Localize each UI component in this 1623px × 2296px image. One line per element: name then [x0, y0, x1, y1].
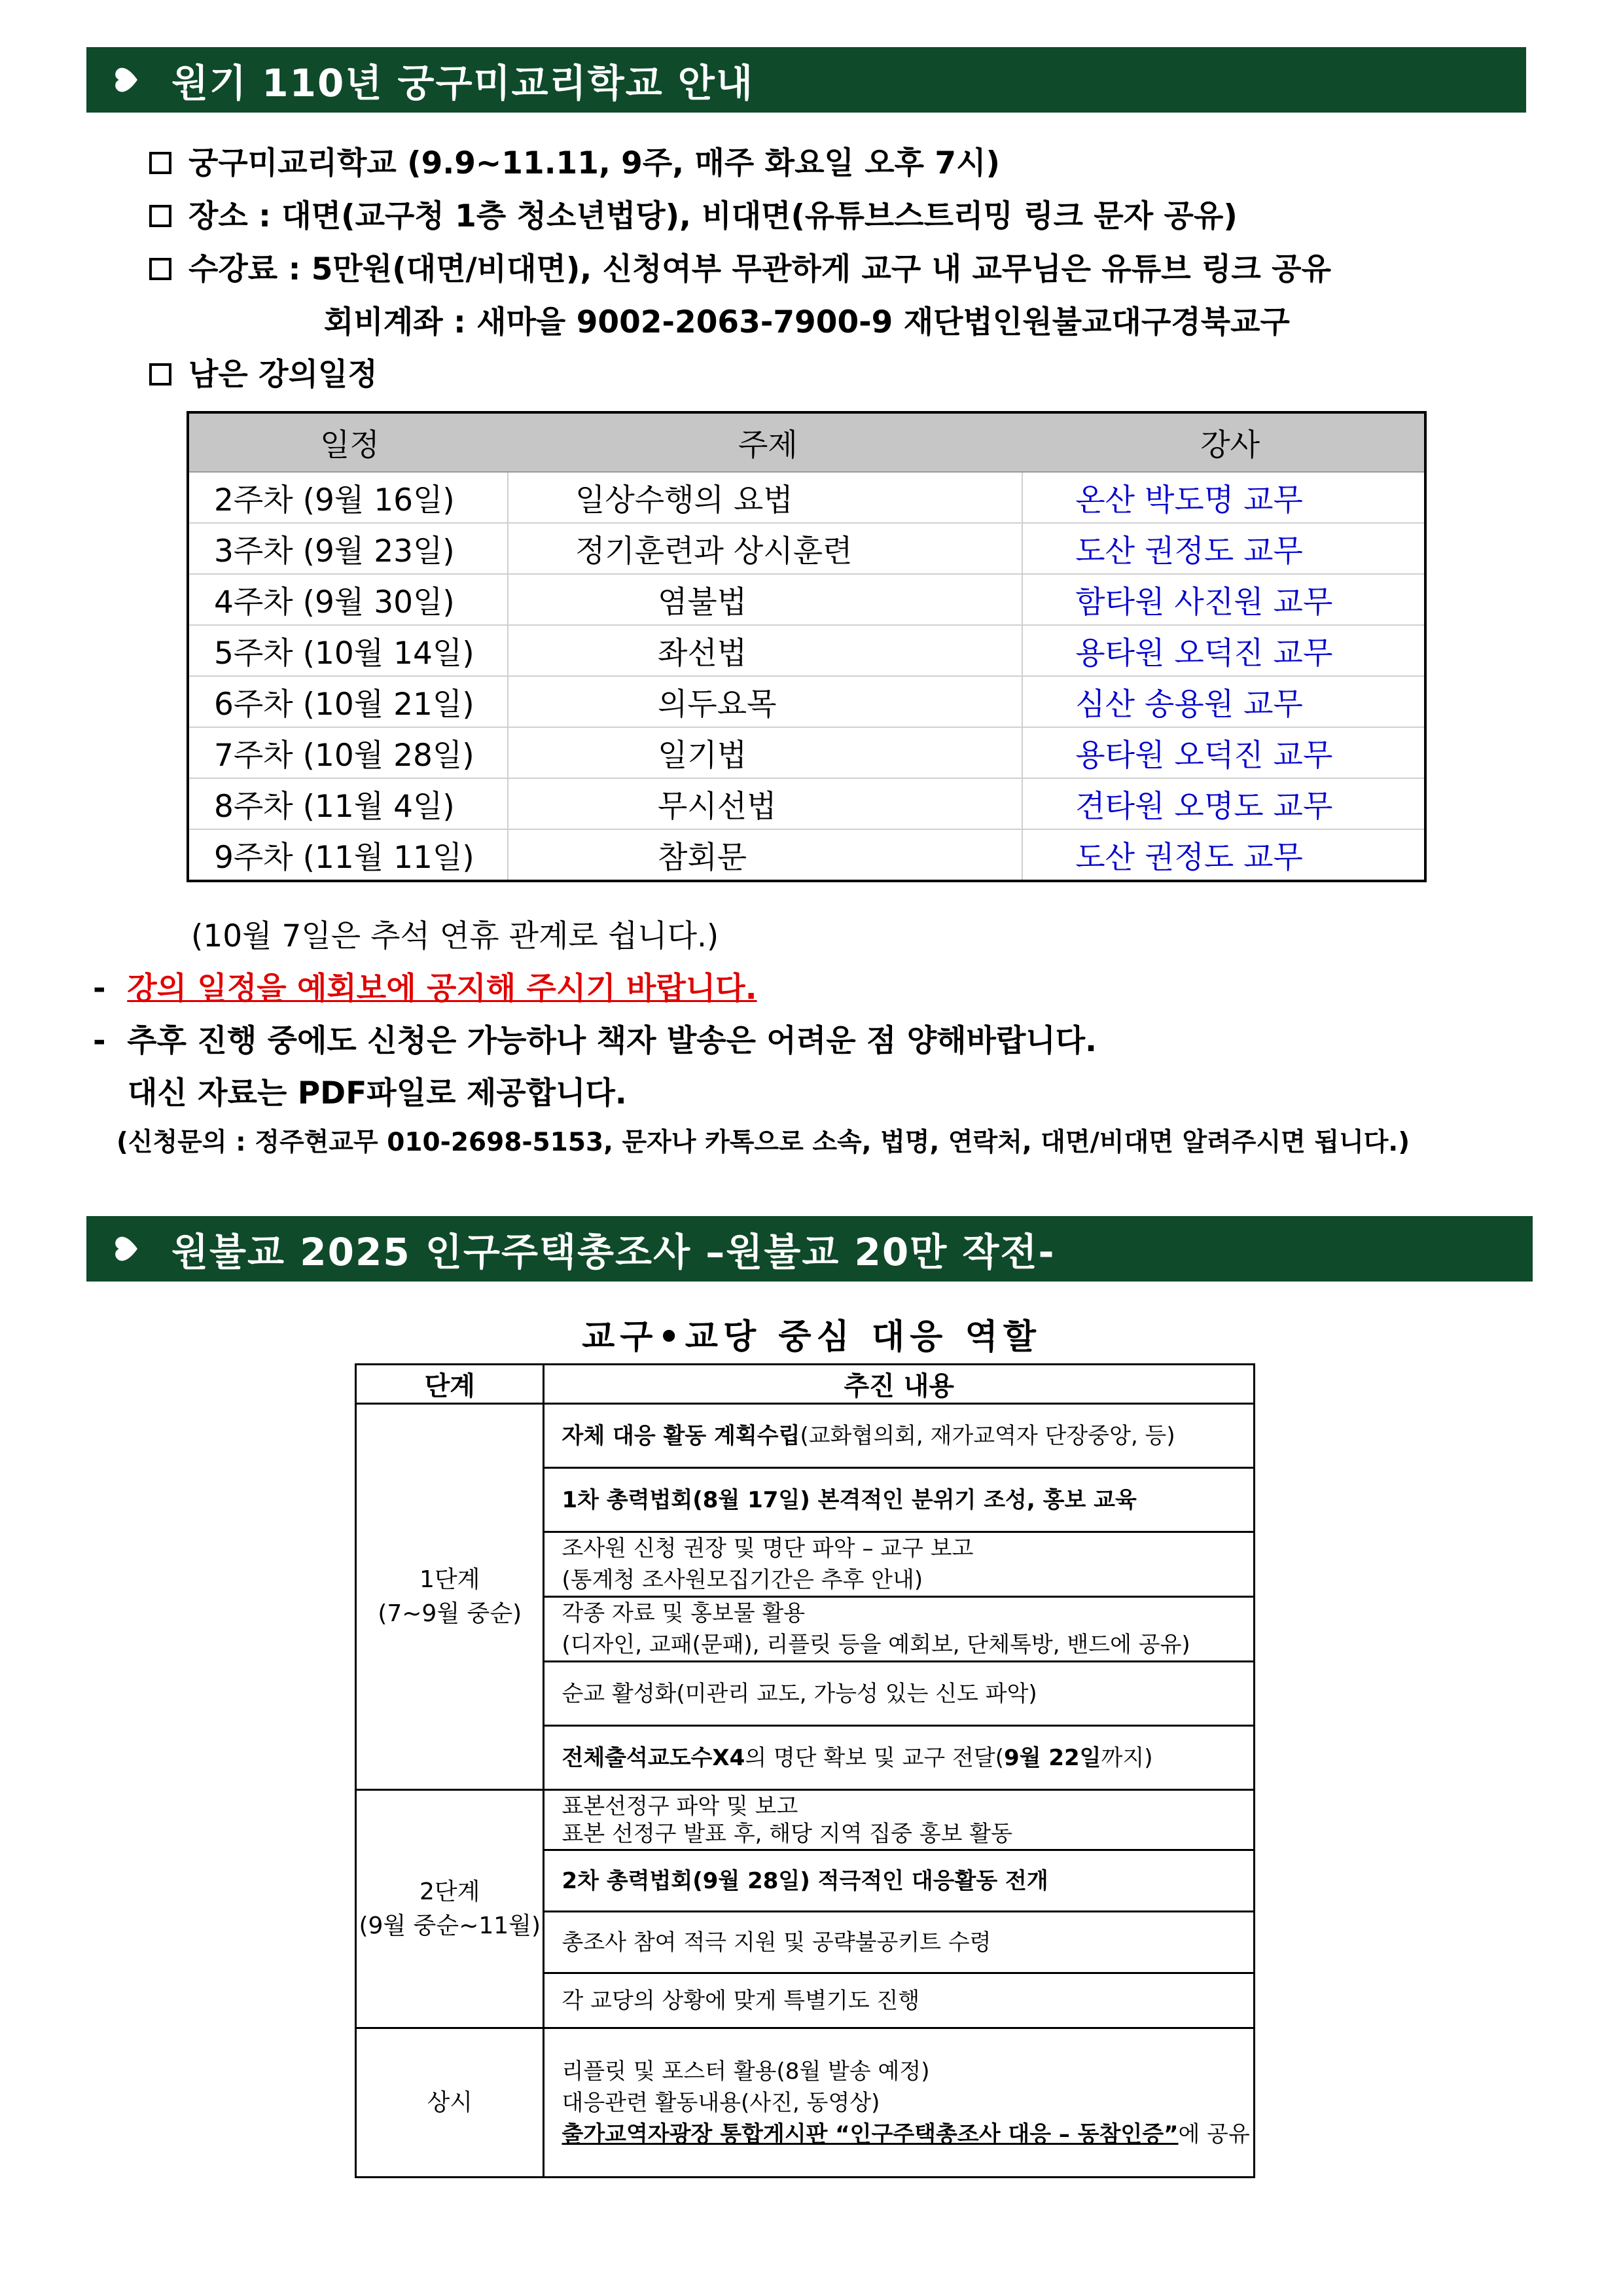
- info-item-schedule: 궁구미교리학교 (9.9~11.11, 9주, 매주 화요일 오후 7시): [149, 139, 1000, 183]
- row-date: 6주차 (10월 21일): [188, 676, 508, 727]
- notice-text: 추후 진행 중에도 신청은 가능하나 책자 발송은 어려운 점 양해바랍니다.: [127, 1023, 1097, 1059]
- table-row: [356, 1790, 1255, 1850]
- plan-table: [355, 1363, 1255, 2178]
- info-item-place: 장소 : 대면(교구청 1층 청소년법당), 비대면(유튜브스트리밍 링크 문자 공유): [149, 192, 1238, 236]
- plan-item: 리플릿 및 포스터 활용(8월 발송 예정) 대응관련 활동내용(사진, 동영상) 출가교역자광장 통합게시판 “인구주택총조사 대응 – 동참인증”에 공유: [544, 2028, 1255, 2178]
- plan-item: 자체 대응 활동 계획수립(교화협의회, 재가교역자 단장중앙, 등): [544, 1404, 1255, 1468]
- notice-red-line: [93, 964, 757, 1008]
- row-teacher: 견타원 오명도 교무: [1022, 778, 1425, 829]
- table-row: [188, 727, 1425, 778]
- row-topic: 일상수행의 요법: [508, 472, 1022, 523]
- section-title: 원기 110년 궁구미교리학교 안내: [171, 61, 754, 105]
- schedule-heading: 남은 강의일정: [149, 350, 378, 394]
- notice-line-3: 대신 자료는 PDF파일로 제공합니다.: [128, 1075, 627, 1111]
- plan-item: 총조사 참여 적극 지원 및 공략불공키트 수령: [544, 1912, 1255, 1973]
- plan-item: 조사원 신청 권장 및 명단 파악 – 교구 보고 (통계청 조사원모집기간은 추후 안내): [544, 1532, 1255, 1597]
- table-row: [188, 574, 1425, 625]
- header-stage: 단계: [356, 1365, 544, 1404]
- row-teacher: 함타원 사진원 교무: [1022, 574, 1425, 625]
- plan-item: 각 교당의 상황에 맞게 특별기도 진행: [544, 1973, 1255, 2028]
- table-row: [188, 778, 1425, 829]
- heart-bullet-icon: [106, 1229, 145, 1268]
- row-teacher: 용타원 오덕진 교무: [1022, 625, 1425, 676]
- checkbox-square-icon: [149, 152, 171, 174]
- table-row: [188, 472, 1425, 523]
- row-topic: 무시선법: [508, 778, 1022, 829]
- row-teacher: 도산 권정도 교무: [1022, 829, 1425, 881]
- dash: -: [93, 1023, 106, 1059]
- header-teacher: 강사: [1022, 412, 1425, 472]
- row-date: 2주차 (9월 16일): [188, 472, 508, 523]
- table-row: [188, 829, 1425, 881]
- stage-2: 2단계 (9월 중순~11월): [356, 1790, 544, 2028]
- section-banner-census: [86, 1216, 1533, 1282]
- notice-red-text: 강의 일정을 예회보에 공지해 주시기 바랍니다.: [127, 971, 757, 1007]
- row-date: 3주차 (9월 23일): [188, 523, 508, 574]
- dash: -: [93, 971, 106, 1007]
- holiday-note: (10월 7일은 추석 연휴 관계로 쉽니다.): [191, 918, 719, 954]
- row-date: 7주차 (10월 28일): [188, 727, 508, 778]
- section-title: 원불교 2025 인구주택총조사 –원불교 20만 작전-: [171, 1230, 1056, 1274]
- table-row: [356, 1404, 1255, 1468]
- plan-item: 전체출석교도수X4의 명단 확보 및 교구 전달(9월 22일까지): [544, 1726, 1255, 1790]
- table-row: [188, 523, 1425, 574]
- heart-bullet-icon: [106, 60, 145, 99]
- notice-line-2: [93, 1016, 1097, 1060]
- stage-3: 상시: [356, 2028, 544, 2178]
- plan-subtitle: 교구•교당 중심 대응 역할: [582, 1318, 1041, 1357]
- row-date: 8주차 (11월 4일): [188, 778, 508, 829]
- row-teacher: 도산 권정도 교무: [1022, 523, 1425, 574]
- row-topic: 일기법: [508, 727, 1022, 778]
- checkbox-square-icon: [149, 363, 171, 386]
- info-item-fee: 수강료 : 5만원(대면/비대면), 신청여부 무관하게 교구 내 교무님은 유튜브 링크 공유: [149, 245, 1331, 289]
- table-row: [188, 625, 1425, 676]
- plan-item: 순교 활성화(미관리 교도, 가능성 있는 신도 파악): [544, 1662, 1255, 1726]
- plan-item: 1차 총력법회(8월 17일) 본격적인 분위기 조성, 홍보 교육: [544, 1468, 1255, 1532]
- row-teacher: 심산 송용원 교무: [1022, 676, 1425, 727]
- header-date: 일정: [188, 412, 508, 472]
- row-date: 9주차 (11월 11일): [188, 829, 508, 881]
- plan-item: 각종 자료 및 홍보물 활용 (디자인, 교패(문패), 리플릿 등을 예회보, 단체톡방, 밴드에 공유): [544, 1597, 1255, 1662]
- row-teacher: 온산 박도명 교무: [1022, 472, 1425, 523]
- header-content: 추진 내용: [544, 1365, 1255, 1404]
- row-topic: 좌선법: [508, 625, 1022, 676]
- schedule-table-header: [188, 412, 1425, 472]
- schedule-table: [187, 411, 1427, 882]
- checkbox-square-icon: [149, 205, 171, 227]
- plan-item: 표본선정구 파악 및 보고 표본 선정구 발표 후, 해당 지역 집중 홍보 활동: [544, 1790, 1255, 1850]
- row-topic: 참회문: [508, 829, 1022, 881]
- row-date: 5주차 (10월 14일): [188, 625, 508, 676]
- table-row: [356, 2028, 1255, 2178]
- header-topic: 주제: [508, 412, 1022, 472]
- contact-info: (신청문의 : 정주현교무 010-2698-5153, 문자나 카톡으로 소속, 법명, 연락처, 대면/비대면 알려주시면 됩니다.): [116, 1128, 1410, 1157]
- stage-1: 1단계 (7~9월 중순): [356, 1404, 544, 1790]
- row-teacher: 용타원 오덕진 교무: [1022, 727, 1425, 778]
- section-banner-school: [86, 47, 1526, 113]
- checkbox-square-icon: [149, 258, 171, 280]
- row-topic: 염불법: [508, 574, 1022, 625]
- row-date: 4주차 (9월 30일): [188, 574, 508, 625]
- plan-item: 2차 총력법회(9월 28일) 적극적인 대응활동 전개: [544, 1850, 1255, 1912]
- row-topic: 의두요목: [508, 676, 1022, 727]
- plan-table-header: [356, 1365, 1255, 1404]
- table-row: [188, 676, 1425, 727]
- account-info: 회비계좌 : 새마을 9002-2063-7900-9 재단법인원불교대구경북교구: [324, 304, 1290, 340]
- row-topic: 정기훈련과 상시훈련: [508, 523, 1022, 574]
